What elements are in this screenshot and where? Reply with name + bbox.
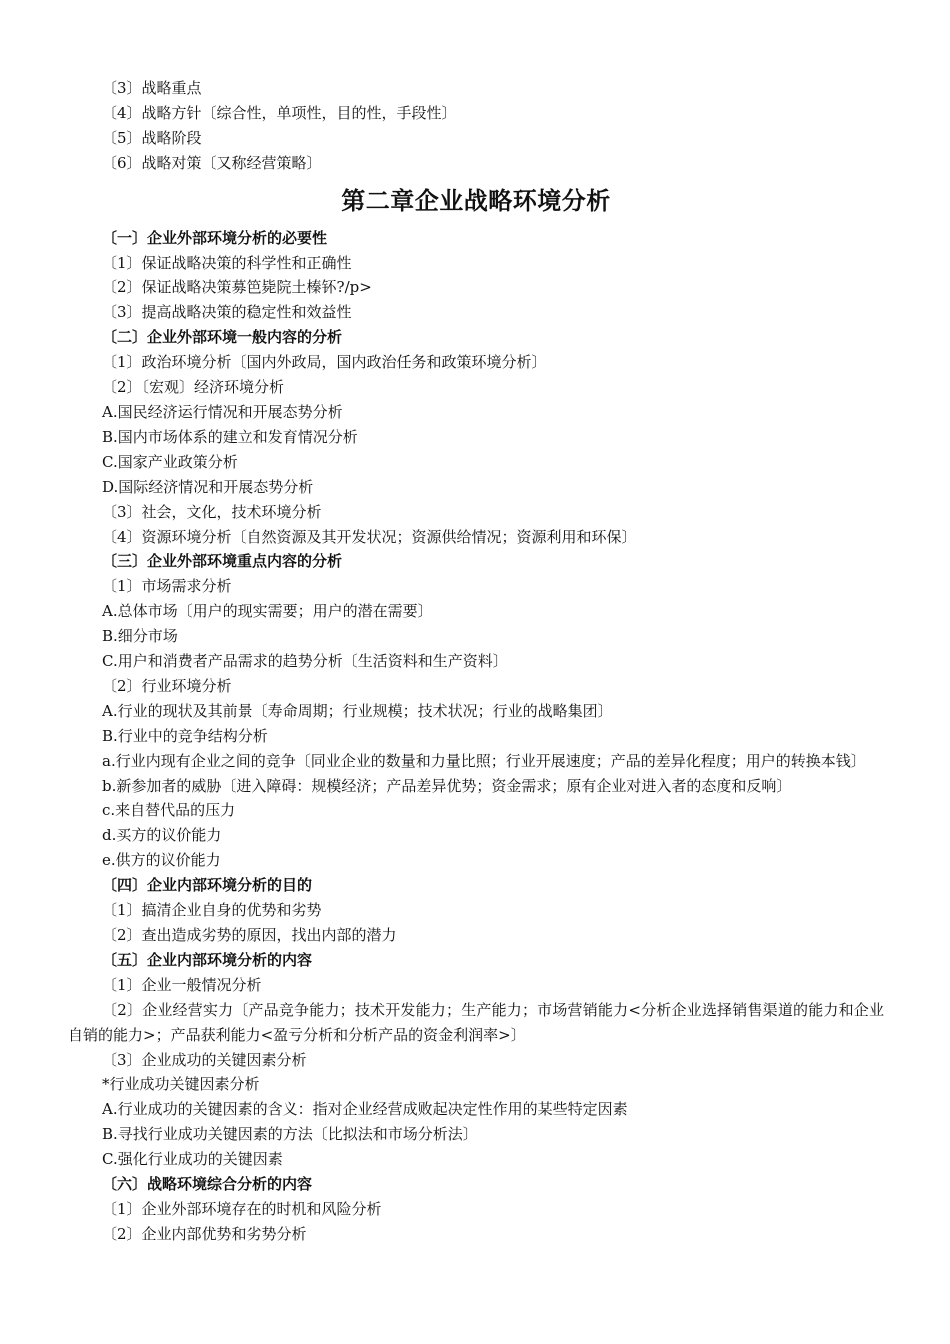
list-item: 〔1〕企业一般情况分析 (102, 975, 262, 994)
list-item: 〔6〕战略对策〔又称经营策略〕 (102, 153, 322, 172)
section-heading: 〔三〕企业外部环境重点内容的分析 (102, 552, 343, 571)
list-item: C.强化行业成功的关键因素 (102, 1150, 283, 1169)
paragraph: a.行业内现有企业之间的竞争〔同业企业的数量和力量比照；行业开展速度；产品的差异化程度；用户的转换本钱〕 (102, 751, 866, 770)
list-item: B.寻找行业成功关键因素的方法〔比拟法和市场分析法〕 (102, 1125, 478, 1144)
list-item: B.国内市场体系的建立和发育情况分析 (102, 427, 358, 446)
list-item: A.行业的现状及其前景〔寿命周期；行业规模；技术状况；行业的战略集团〕 (102, 701, 613, 720)
list-item: 〔2〕行业环境分析 (102, 676, 232, 695)
list-item: 〔1〕政治环境分析〔国内外政局，国内政治任务和政策环境分析〕 (102, 353, 547, 372)
section-heading: 〔二〕企业外部环境一般内容的分析 (102, 328, 343, 347)
list-item: C.国家产业政策分析 (102, 452, 238, 471)
list-item: d.买方的议价能力 (102, 826, 222, 845)
list-item: 〔3〕社会，文化，技术环境分析 (102, 502, 322, 521)
list-item: B.行业中的竞争结构分析 (102, 726, 268, 745)
list-item: 〔2〕〔宏观〕经济环境分析 (102, 378, 285, 397)
list-item: D.国际经济情况和开展态势分析 (102, 477, 314, 496)
list-item: A.国民经济运行情况和开展态势分析 (102, 402, 343, 421)
chapter-title: 第二章企业战略环境分析 (341, 186, 611, 215)
list-item: 〔3〕提高战略决策的稳定性和效益性 (102, 303, 352, 322)
list-item: 〔3〕战略重点 (102, 79, 202, 97)
list-item: B.细分市场 (102, 627, 178, 646)
list-item: 〔4〕资源环境分析〔自然资源及其开发状况；资源供给情况；资源利用和环保〕 (102, 527, 637, 546)
list-item: 〔4〕战略方针〔综合性，单项性，目的性，手段性〕 (102, 103, 457, 122)
list-item: C.用户和消费者产品需求的趋势分析〔生活资料和生产资料〕 (102, 652, 508, 671)
section-heading: 〔五〕企业内部环境分析的内容 (102, 950, 313, 969)
list-item: 〔1〕搞清企业自身的优势和劣势 (102, 901, 322, 920)
list-item: 〔1〕保证战略决策的科学性和正确性 (102, 253, 352, 272)
list-item: A.总体市场〔用户的现实需要；用户的潜在需要〕 (102, 602, 433, 621)
list-item: 〔5〕战略阶段 (102, 128, 202, 147)
list-item: 〔2〕企业内部优势和劣势分析 (102, 1224, 307, 1243)
list-item: *行业成功关键因素分析 (102, 1075, 260, 1094)
section-heading: 〔四〕企业内部环境分析的目的 (102, 876, 313, 895)
list-item: A.行业成功的关键因素的含义：指对企业经营成败起决定性作用的某些特定因素 (102, 1100, 628, 1119)
list-item: e.供方的议价能力 (102, 851, 221, 870)
list-item: 〔2〕保证战略决策募笆毙院土榛钚?/p> (102, 278, 372, 297)
list-item: 〔3〕企业成功的关键因素分析 (102, 1050, 307, 1069)
section-heading: 〔一〕企业外部环境分析的必要性 (102, 228, 328, 247)
list-item: 〔1〕企业外部环境存在的时机和风险分析 (102, 1199, 382, 1218)
list-item: c.来自替代品的压力 (102, 801, 236, 820)
list-item: b.新参加者的威胁〔进入障碍：规模经济；产品差异优势；资金需求；原有企业对进入者的态度和反响〕 (102, 776, 792, 795)
document-page (68, 76, 884, 1247)
list-item: 〔2〕查出造成劣势的原因，找出内部的潜力 (102, 926, 397, 944)
section-heading: 〔六〕战略环境综合分析的内容 (102, 1175, 313, 1194)
list-item: 〔1〕市场需求分析 (102, 577, 232, 596)
paragraph: 〔2〕企业经营实力〔产品竞争能力；技术开发能力；生产能力；市场营销能力<分析企业选择销售渠道的能力和企业自销的能力>；产品获利能力<盈亏分析和分析产品的资金利润率>〕 (68, 1000, 884, 1044)
